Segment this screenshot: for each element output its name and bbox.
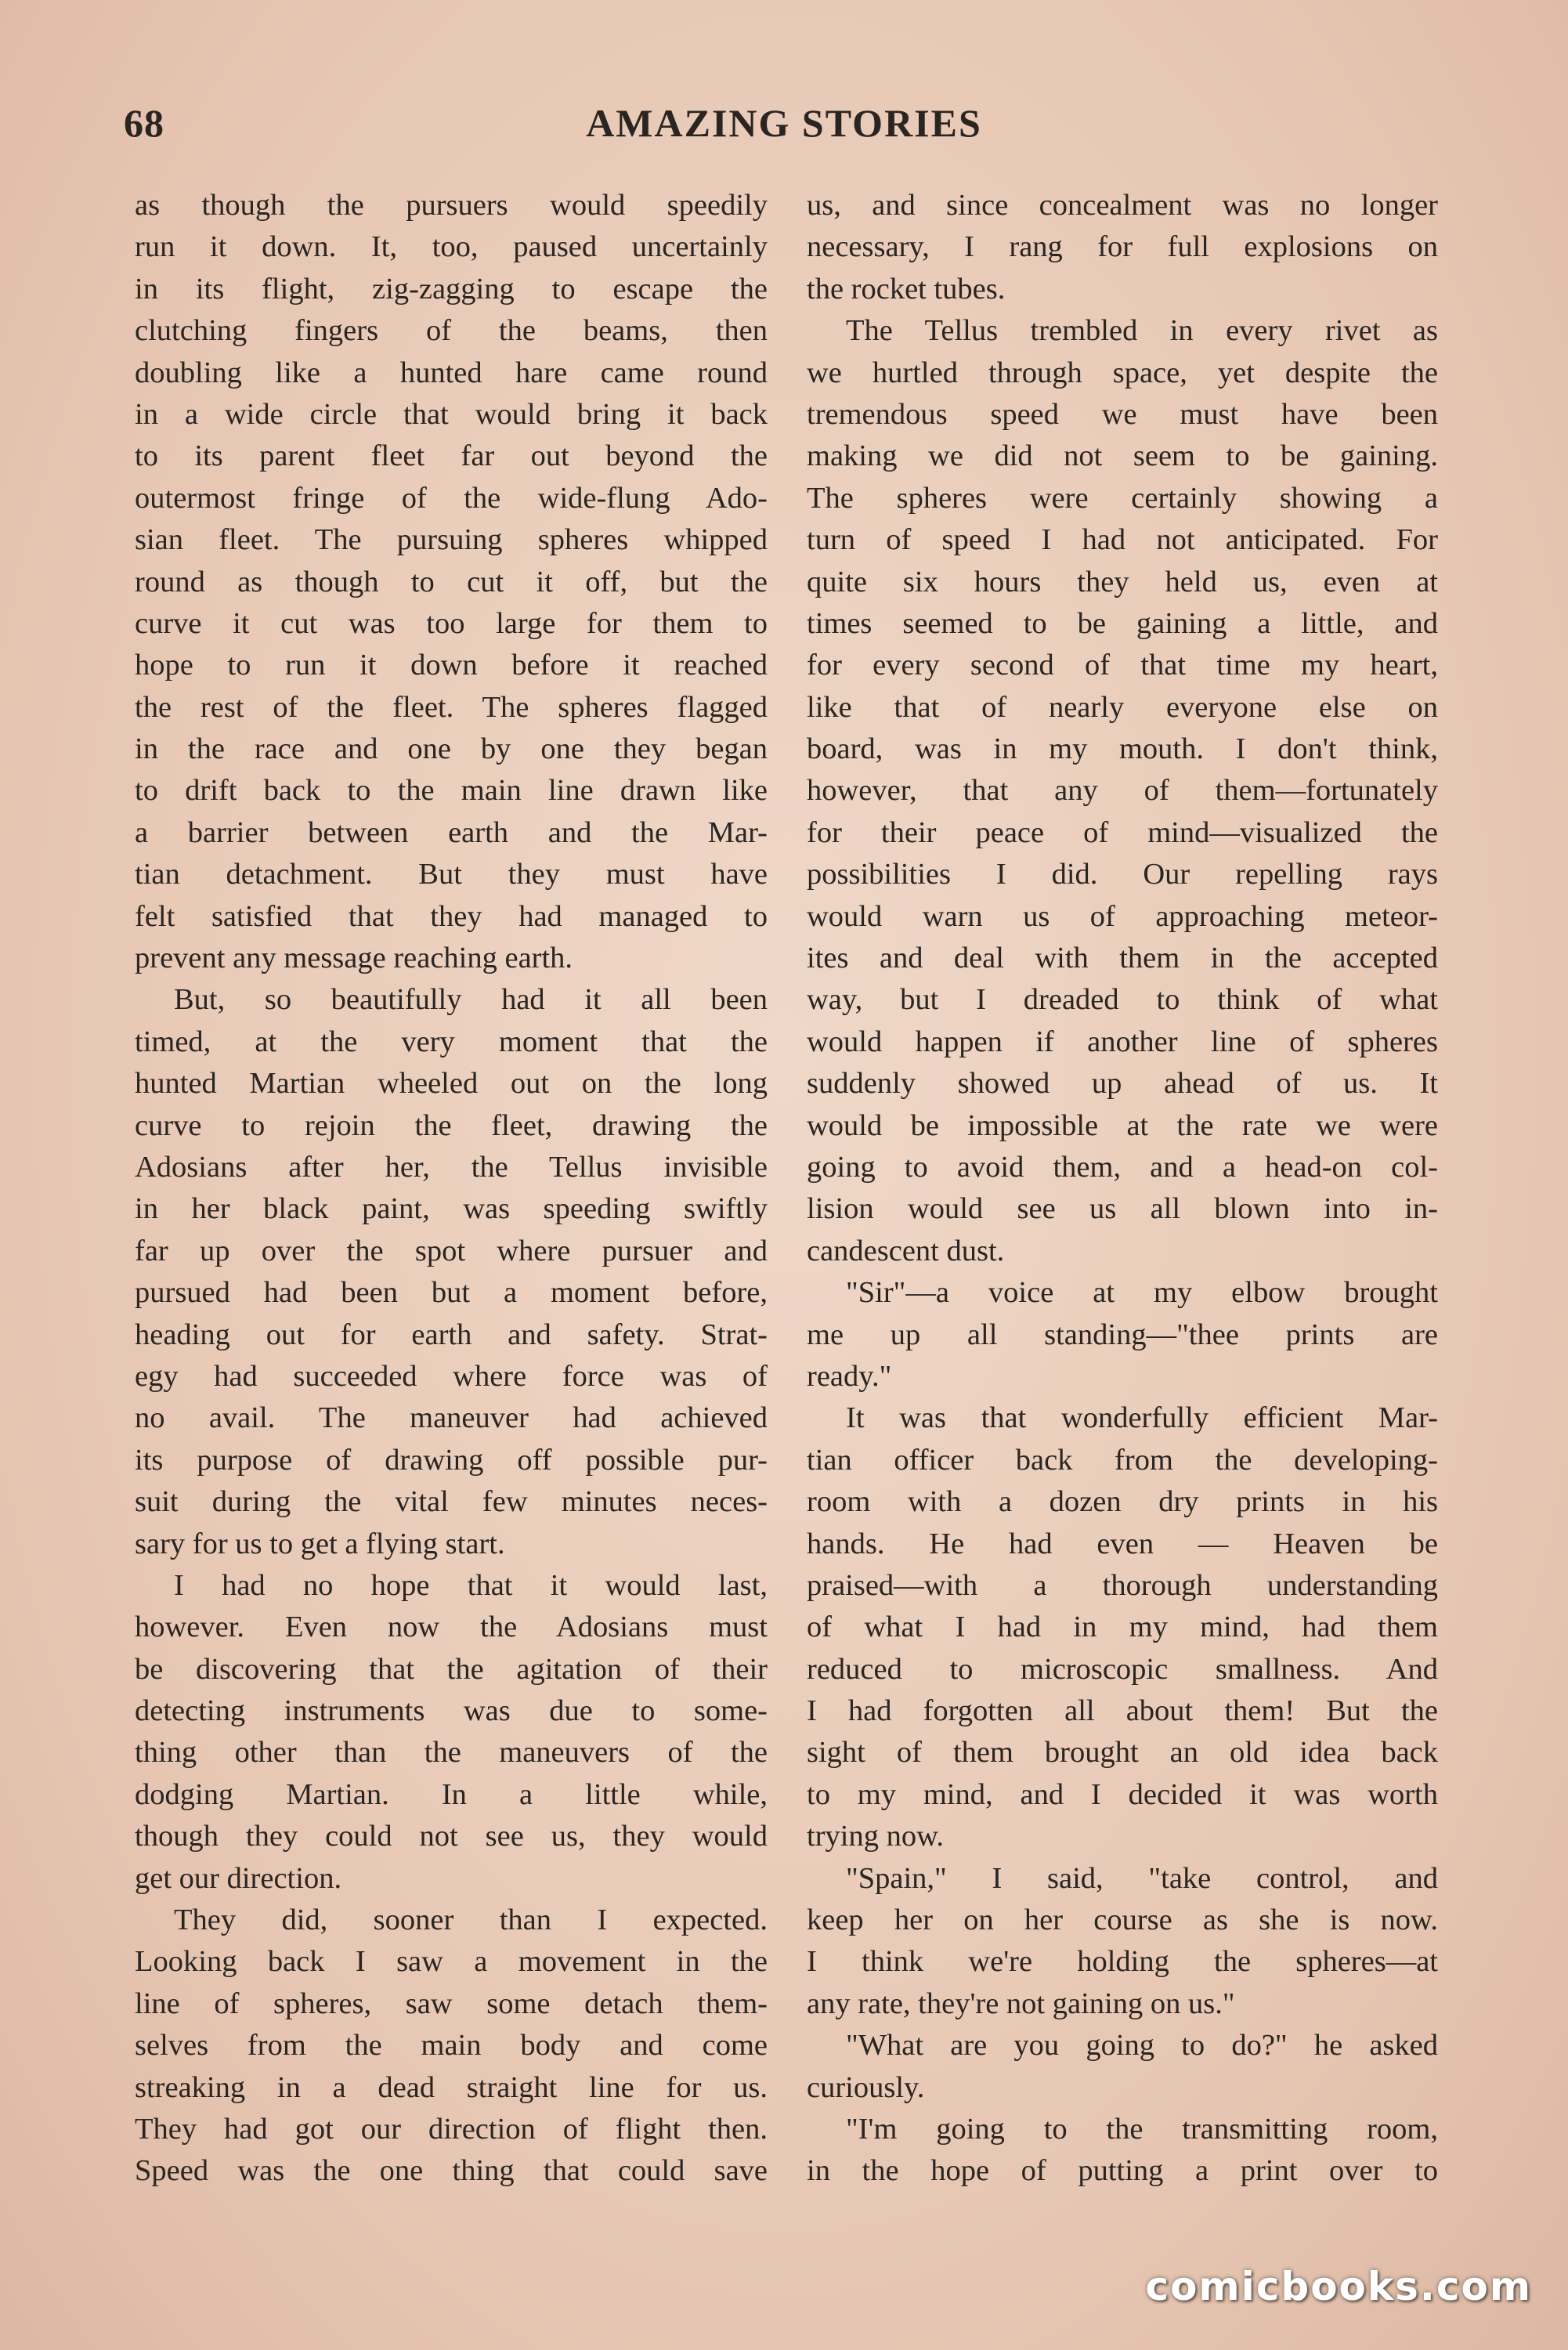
text-line: line of spheres, saw some detach them- [135,1987,768,2020]
text-line: thing other than the maneuvers of the [135,1736,768,1770]
text-line: in the race and one by one they began [135,732,768,766]
text-line: however, that any of them—fortunately [807,774,1438,808]
text-line: however. Even now the Adosians must [135,1611,768,1644]
text-line: timed, at the very moment that the [135,1025,768,1058]
text-line: no avail. The maneuver had achieved [135,1401,768,1435]
text-line: the rest of the fleet. The spheres flagged [135,690,768,724]
text-line: detecting instruments was due to some- [135,1694,768,1728]
text-line: "Spain," I said, "take control, and [846,1861,1438,1895]
text-line: The Tellus trembled in every rivet as [846,314,1438,348]
text-line: They had got our direction of flight then. [135,2112,768,2146]
text-line: keep her on her course as she is now. [807,1904,1438,1937]
text-line: hunted Martian wheeled out on the long [135,1067,768,1101]
text-line: suit during the vital few minutes neces- [135,1485,768,1519]
text-line: its purpose of drawing off possible pur- [135,1443,768,1477]
text-line: for every second of that time my heart, [807,649,1438,682]
text-line: tian detachment. But they must have [135,858,768,891]
text-line: They did, sooner than I expected. [174,1904,768,1937]
right-text-column [807,185,1438,2193]
text-line: would happen if another line of spheres [807,1025,1438,1058]
text-line: get our direction. [135,1861,342,1895]
text-line: in the hope of putting a print over to [807,2154,1438,2188]
text-line: praised—with a thorough understanding [807,1568,1438,1602]
text-line: times seemed to be gaining a little, and [807,606,1438,640]
text-line: turn of speed I had not anticipated. For [807,523,1438,557]
text-line: any rate, they're not gaining on us." [807,1987,1235,2020]
text-line: hands. He had even — Heaven be [807,1527,1438,1560]
text-line: round as though to cut it off, but the [135,565,768,598]
text-line: tian officer back from the developing- [807,1443,1438,1477]
text-line: "I'm going to the transmitting room, [846,2112,1438,2146]
text-line: Adosians after her, the Tellus invisible [135,1150,768,1184]
text-line: sian fleet. The pursuing spheres whipped [135,523,768,557]
text-line: suddenly showed up ahead of us. It [807,1067,1438,1101]
running-head: AMAZING STORIES [586,101,982,145]
text-line: clutching fingers of the beams, then [135,314,768,348]
text-line: room with a dozen dry prints in his [807,1485,1438,1519]
text-line: I think we're holding the spheres—at [807,1945,1438,1979]
text-line: curiously. [807,2070,925,2104]
text-line: in its flight, zig-zagging to escape the [135,272,768,306]
text-line: the rocket tubes. [807,272,1006,306]
text-line: streaking in a dead straight line for us. [135,2070,768,2104]
text-line: egy had succeeded where force was of [135,1359,768,1393]
text-line: dodging Martian. In a little while, [135,1777,768,1811]
text-line: us, and since concealment was no longer [807,189,1438,222]
text-line: It was that wonderfully efficient Mar- [846,1401,1438,1435]
page-header [0,100,1568,155]
text-line: in a wide circle that would bring it back [135,397,768,431]
text-line: outermost fringe of the wide-flung Ado- [135,481,768,515]
text-line: "Sir"—a voice at my elbow brought [846,1276,1438,1310]
text-line: possibilities I did. Our repelling rays [807,858,1438,891]
text-line: of what I had in my mind, had them [807,1611,1438,1644]
text-line: ites and deal with them in the accepted [807,942,1438,975]
text-line: me up all standing—"thee prints are [807,1318,1438,1351]
text-line: Speed was the one thing that could save [135,2154,768,2188]
text-line: Looking back I saw a movement in the [135,1945,768,1979]
text-line: The spheres were certainly showing a [807,481,1438,515]
text-line: in her black paint, was speeding swiftly [135,1192,768,1226]
text-line: for their peace of mind—visualized the [807,815,1438,849]
text-line: going to avoid them, and a head-on col- [807,1150,1438,1184]
text-line: sary for us to get a flying start. [135,1527,505,1560]
text-line: tremendous speed we must have been [807,397,1438,431]
text-line: far up over the spot where pursuer and [135,1234,768,1267]
text-line: way, but I dreaded to think of what [807,983,1438,1017]
text-line: necessary, I rang for full explosions on [807,230,1438,264]
text-line: ready." [807,1359,892,1393]
text-line: to my mind, and I decided it was worth [807,1777,1438,1811]
text-line: would warn us of approaching meteor- [807,899,1438,933]
text-line: heading out for earth and safety. Strat- [135,1318,768,1351]
text-line: lision would see us all blown into in- [807,1192,1438,1226]
text-line: though they could not see us, they would [135,1820,768,1853]
text-line: reduced to microscopic smallness. And [807,1652,1438,1686]
text-line: we hurtled through space, yet despite the [807,356,1438,389]
text-line: selves from the main body and come [135,2029,768,2063]
text-line: hope to run it down before it reached [135,649,768,682]
site-watermark: comicbooks.com [1145,2264,1532,2309]
text-line: trying now. [807,1820,945,1853]
text-line: quite six hours they held us, even at [807,565,1438,598]
text-line: doubling like a hunted hare came round [135,356,768,389]
page-number: 68 [124,101,164,145]
text-line: making we did not seem to be gaining. [807,439,1438,473]
left-text-column [135,185,768,2193]
text-line: be discovering that the agitation of their [135,1652,768,1686]
text-line: I had forgotten all about them! But the [807,1694,1438,1728]
text-line: I had no hope that it would last, [174,1568,768,1602]
text-line: prevent any message reaching earth. [135,942,573,975]
text-line: felt satisfied that they had managed to [135,899,768,933]
text-line: run it down. It, too, paused uncertainly [135,230,768,264]
text-line: pursued had been but a moment before, [135,1276,768,1310]
text-line: curve to rejoin the fleet, drawing the [135,1108,768,1142]
text-line: "What are you going to do?" he asked [846,2029,1438,2063]
text-line: to its parent fleet far out beyond the [135,439,768,473]
text-line: board, was in my mouth. I don't think, [807,732,1438,766]
text-line: would be impossible at the rate we were [807,1108,1438,1142]
text-line: as though the pursuers would speedily [135,189,768,222]
text-line: a barrier between earth and the Mar- [135,815,768,849]
text-line: But, so beautifully had it all been [174,983,768,1017]
text-line: curve it cut was too large for them to [135,606,768,640]
text-line: candescent dust. [807,1234,1005,1267]
text-line: sight of them brought an old idea back [807,1736,1438,1770]
text-line: like that of nearly everyone else on [807,690,1438,724]
text-line: to drift back to the main line drawn like [135,774,768,808]
